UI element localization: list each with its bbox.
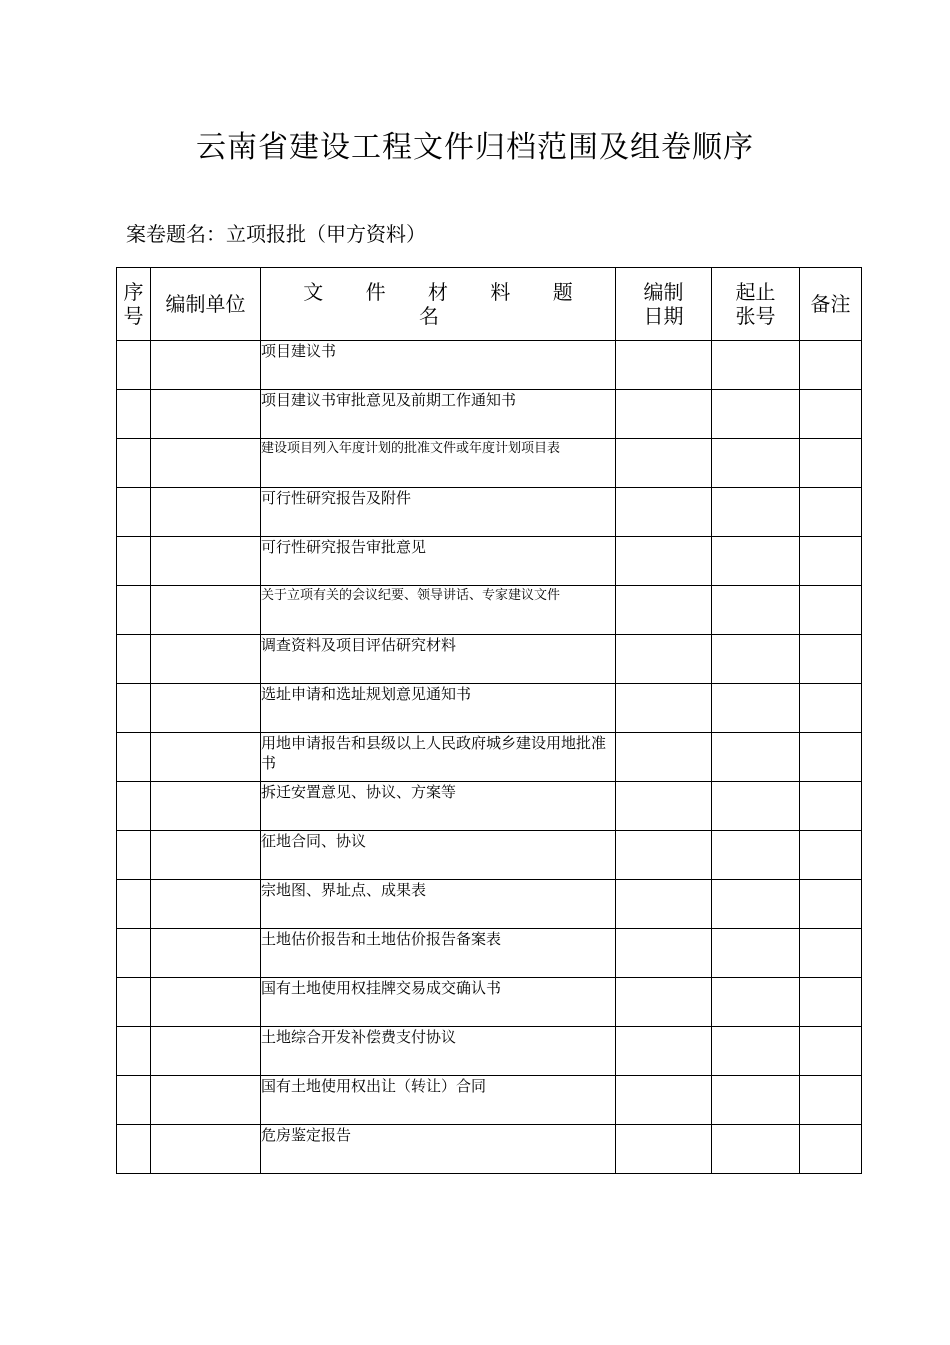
row-seq-cell <box>117 439 151 488</box>
header-date: 编制日期 <box>616 268 712 341</box>
header-seq: 序号 <box>117 268 151 341</box>
table-row <box>117 1027 862 1076</box>
row-doc-title: 可行性研究报告及附件 <box>261 488 616 537</box>
table-row <box>117 929 862 978</box>
table-row <box>117 978 862 1027</box>
row-doc-title: 国有土地使用权出让（转让）合同 <box>261 1076 616 1125</box>
row-unit-cell <box>151 635 261 684</box>
header-doc-title <box>261 268 616 341</box>
row-seq-cell <box>117 488 151 537</box>
row-pages-cell <box>712 1027 800 1076</box>
row-pages-cell <box>712 635 800 684</box>
row-unit-cell <box>151 1027 261 1076</box>
row-unit-cell <box>151 439 261 488</box>
row-unit-cell <box>151 586 261 635</box>
case-title: 案卷题名：立项报批（甲方资料） <box>126 222 426 246</box>
row-seq-cell <box>117 586 151 635</box>
row-pages-cell <box>712 831 800 880</box>
row-date-cell <box>616 880 712 929</box>
row-seq-cell <box>117 929 151 978</box>
row-date-cell <box>616 1027 712 1076</box>
row-doc-title: 土地综合开发补偿费支付协议 <box>261 1027 616 1076</box>
row-unit-cell <box>151 831 261 880</box>
header-doc-title-text: 文 件 材 料 题 名 <box>303 280 591 328</box>
row-doc-title: 项目建议书 <box>261 341 616 390</box>
table-row <box>117 635 862 684</box>
table-row <box>117 586 862 635</box>
row-unit-cell <box>151 488 261 537</box>
row-date-cell <box>616 831 712 880</box>
row-date-cell <box>616 341 712 390</box>
table-row <box>117 782 862 831</box>
row-remark-cell <box>800 684 862 733</box>
row-seq-cell <box>117 635 151 684</box>
table-row <box>117 831 862 880</box>
row-date-cell <box>616 439 712 488</box>
row-doc-title: 用地申请报告和县级以上人民政府城乡建设用地批准书 <box>261 733 616 782</box>
header-remark: 备注 <box>800 268 862 341</box>
row-seq-cell <box>117 733 151 782</box>
row-unit-cell <box>151 1125 261 1174</box>
row-seq-cell <box>117 341 151 390</box>
row-date-cell <box>616 684 712 733</box>
row-pages-cell <box>712 1125 800 1174</box>
row-remark-cell <box>800 586 862 635</box>
row-remark-cell <box>800 341 862 390</box>
table-row <box>117 537 862 586</box>
table-row <box>117 488 862 537</box>
row-doc-title: 征地合同、协议 <box>261 831 616 880</box>
row-doc-title: 国有土地使用权挂牌交易成交确认书 <box>261 978 616 1027</box>
row-remark-cell <box>800 880 862 929</box>
row-seq-cell <box>117 1125 151 1174</box>
row-doc-title: 土地估价报告和土地估价报告备案表 <box>261 929 616 978</box>
row-pages-cell <box>712 488 800 537</box>
row-unit-cell <box>151 880 261 929</box>
row-unit-cell <box>151 978 261 1027</box>
row-remark-cell <box>800 1027 862 1076</box>
row-date-cell <box>616 537 712 586</box>
row-date-cell <box>616 929 712 978</box>
row-doc-title: 危房鉴定报告 <box>261 1125 616 1174</box>
row-doc-title: 可行性研究报告审批意见 <box>261 537 616 586</box>
table-row <box>117 880 862 929</box>
archive-table <box>116 267 862 1174</box>
row-remark-cell <box>800 831 862 880</box>
row-date-cell <box>616 390 712 439</box>
page-title: 云南省建设工程文件归档范围及组卷顺序 <box>196 130 754 165</box>
row-doc-title: 关于立项有关的会议纪要、领导讲话、专家建议文件 <box>261 586 616 635</box>
row-pages-cell <box>712 439 800 488</box>
row-pages-cell <box>712 537 800 586</box>
row-pages-cell <box>712 929 800 978</box>
row-pages-cell <box>712 684 800 733</box>
row-doc-title: 建设项目列入年度计划的批准文件或年度计划项目表 <box>261 439 616 488</box>
row-seq-cell <box>117 537 151 586</box>
row-unit-cell <box>151 537 261 586</box>
row-remark-cell <box>800 782 862 831</box>
table-row <box>117 390 862 439</box>
row-remark-cell <box>800 390 862 439</box>
row-pages-cell <box>712 1076 800 1125</box>
header-unit: 编制单位 <box>151 268 261 341</box>
row-remark-cell <box>800 1076 862 1125</box>
table-row <box>117 1076 862 1125</box>
table-row <box>117 1125 862 1174</box>
row-pages-cell <box>712 586 800 635</box>
row-remark-cell <box>800 635 862 684</box>
row-doc-title: 选址申请和选址规划意见通知书 <box>261 684 616 733</box>
row-remark-cell <box>800 1125 862 1174</box>
row-unit-cell <box>151 1076 261 1125</box>
row-remark-cell <box>800 488 862 537</box>
row-seq-cell <box>117 978 151 1027</box>
table-row <box>117 341 862 390</box>
row-pages-cell <box>712 880 800 929</box>
table-row <box>117 684 862 733</box>
row-pages-cell <box>712 733 800 782</box>
row-doc-title: 拆迁安置意见、协议、方案等 <box>261 782 616 831</box>
header-pages: 起止张号 <box>712 268 800 341</box>
row-date-cell <box>616 635 712 684</box>
row-remark-cell <box>800 537 862 586</box>
table-row <box>117 439 862 488</box>
row-pages-cell <box>712 978 800 1027</box>
row-doc-title: 宗地图、界址点、成果表 <box>261 880 616 929</box>
row-date-cell <box>616 1125 712 1174</box>
row-unit-cell <box>151 733 261 782</box>
row-unit-cell <box>151 929 261 978</box>
row-seq-cell <box>117 1027 151 1076</box>
row-remark-cell <box>800 929 862 978</box>
row-pages-cell <box>712 341 800 390</box>
row-seq-cell <box>117 390 151 439</box>
row-date-cell <box>616 488 712 537</box>
row-date-cell <box>616 782 712 831</box>
row-date-cell <box>616 978 712 1027</box>
row-seq-cell <box>117 880 151 929</box>
table-header-row <box>117 268 862 341</box>
row-unit-cell <box>151 390 261 439</box>
row-remark-cell <box>800 439 862 488</box>
row-pages-cell <box>712 782 800 831</box>
table-body <box>117 341 862 1174</box>
row-seq-cell <box>117 1076 151 1125</box>
row-remark-cell <box>800 733 862 782</box>
row-seq-cell <box>117 684 151 733</box>
row-date-cell <box>616 733 712 782</box>
row-unit-cell <box>151 341 261 390</box>
row-doc-title: 调查资料及项目评估研究材料 <box>261 635 616 684</box>
row-unit-cell <box>151 684 261 733</box>
row-unit-cell <box>151 782 261 831</box>
row-date-cell <box>616 586 712 635</box>
row-seq-cell <box>117 782 151 831</box>
row-pages-cell <box>712 390 800 439</box>
row-doc-title: 项目建议书审批意见及前期工作通知书 <box>261 390 616 439</box>
row-seq-cell <box>117 831 151 880</box>
row-date-cell <box>616 1076 712 1125</box>
table-row <box>117 733 862 782</box>
row-remark-cell <box>800 978 862 1027</box>
